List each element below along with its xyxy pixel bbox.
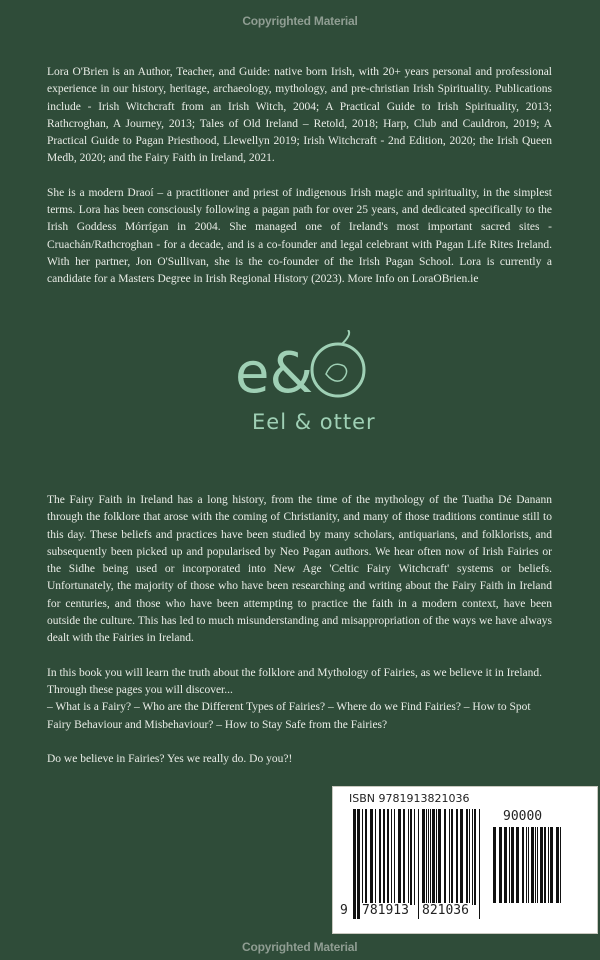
barcode-bar xyxy=(365,809,367,905)
barcode-digits-group1: 781913 xyxy=(362,903,409,918)
barcode-bar xyxy=(474,809,476,905)
barcode-bar xyxy=(438,809,441,905)
barcode-digit-first: 9 xyxy=(340,903,348,918)
barcode-bar xyxy=(531,827,534,903)
barcode-bar xyxy=(403,809,405,905)
barcode-bar xyxy=(528,827,529,903)
barcode-bar xyxy=(469,809,470,905)
barcode-bar xyxy=(509,827,510,903)
barcode-bar xyxy=(410,809,412,905)
book-blurb xyxy=(47,492,552,785)
barcode-bar xyxy=(391,809,392,905)
barcode-bar xyxy=(511,827,514,903)
barcode-bar xyxy=(456,809,458,905)
copyright-watermark-bottom: Copyrighted Material xyxy=(242,940,358,954)
barcode-bar xyxy=(362,809,363,905)
barcode-bar xyxy=(394,809,395,905)
barcode-bar xyxy=(560,827,561,903)
barcode-bar xyxy=(472,809,473,905)
barcode-bar xyxy=(499,827,502,903)
barcode-bar xyxy=(460,809,463,905)
publisher-logo-icon xyxy=(230,330,375,408)
barcode-bar xyxy=(436,809,437,905)
barcode-bar xyxy=(379,809,381,905)
barcode-bar xyxy=(353,809,356,919)
barcode-bar xyxy=(548,827,549,903)
isbn-barcode xyxy=(332,786,598,934)
author-bio-paragraph: Lora O'Brien is an Author, Teacher, and Guide: native born Irish, with 20+ years personal and professional experience in our history, heritage, archaeology, mythology, and pre-christian Irish Spirituality. Publications include - Irish Witchcraft from an Irish Witch, 2004; A Practical Guide to Irish Spirituality, 2013; Rathcroghan, A Journey, 2013; Tales of Old Ireland – Retold, 2018; Harp, Club and Cauldron, 2019; A Practical Guide to Pagan Priesthood, Llewellyn 2019; Irish Witchcraft - 2nd Edition, 2020; the Irish Queen Medb, 2020; and the Fairy Faith in Ireland, 2021. xyxy=(47,66,552,165)
barcode-bar xyxy=(408,809,409,905)
barcode-bar xyxy=(493,827,496,903)
barcode-bar xyxy=(357,809,360,919)
barcode-digits-group2: 821036 xyxy=(422,903,469,918)
blurb-intro: In this book you will learn the truth about the folklore and Mythology of Fairies, as we believe it in Ireland. Through these pages you will discover... xyxy=(47,666,543,696)
barcode-bar xyxy=(428,809,429,905)
barcode-bar xyxy=(449,809,450,905)
author-bio-paragraph: She is a modern Draoí – a practitioner and priest of indigenous Irish magic and spirituality, in the simplest terms. Lora has been consciously following a pagan path for over 25 years, and dedicated specifically to the Irish Goddess Mórrígan in 2004. She managed one of Ireland's most important sacred sites - Cruachán/Rathcroghan - for a decade, and is a co-founder and legal celebrant with Pagan Life Rites Ireland. With her partner, Jon O'Sullivan, she is the co-founder of the Irish Pagan School. Lora is currently a candidate for a Masters Degree in Irish Regional History (2023). More Info on LoraOBrien.ie xyxy=(47,186,552,286)
logo-mark: e& xyxy=(235,341,314,406)
barcode-bar xyxy=(418,809,419,919)
barcode-bar xyxy=(526,827,527,903)
barcode-bar xyxy=(479,809,480,919)
barcode-bar xyxy=(444,809,446,905)
barcode-bar xyxy=(537,827,538,903)
barcode-bar xyxy=(414,809,415,905)
barcode-bar xyxy=(426,809,427,905)
barcode-bars-addon xyxy=(493,827,563,917)
barcode-bar xyxy=(398,809,401,905)
blurb-paragraph: The Fairy Faith in Ireland has a long history, from the time of the mythology of the Tuatha Dé Danann through the folklore that arose with the coming of Christianity, and many of those traditions continue still to this day. These beliefs and practices have been studied by many scholars, antiquarians, and folklorists, and subsequently been picked up and popularised by Neo Pagan authors. We hear often now of Irish Fairies or the Sidhe being used or incorporated into New Age 'Celtic Fairy Witchcraft' systems or beliefs. Unfortunately, the majority of those who have been researching and writing about the Fairy Faith in Ireland for centuries, and those who have been attempting to practice the faith in a modern context, have been outside the culture. This has led to much misunderstanding and misappropriation of the ways we have always dealt with the Fairies in Ireland. xyxy=(47,494,552,645)
barcode-bar xyxy=(544,827,546,903)
barcode-bar xyxy=(432,809,435,905)
barcode-bar xyxy=(504,827,507,903)
blurb-questions: – What is a Fairy? – Who are the Different Types of Fairies? – Where do we Find Fairies? – How to Spot Fairy Behaviour and Misbehaviour? – How to Stay Safe from the Fairies? xyxy=(47,701,531,731)
barcode-bar xyxy=(387,809,389,905)
barcode-bar xyxy=(466,809,468,905)
publisher-name: Eel & otter xyxy=(252,410,376,434)
barcode-bar xyxy=(383,809,385,905)
isbn-label: ISBN 9781913821036 xyxy=(349,792,470,805)
barcode-bar xyxy=(540,827,543,903)
barcode-bar xyxy=(516,827,519,903)
barcode-bar xyxy=(550,827,553,903)
barcode-bar xyxy=(522,827,524,903)
barcode-bar xyxy=(535,827,536,903)
barcode-bar xyxy=(375,809,376,905)
barcode-bar xyxy=(422,809,425,905)
copyright-watermark-top: Copyrighted Material xyxy=(242,14,358,28)
barcode-bar xyxy=(451,809,453,905)
blurb-closing: Do we believe in Fairies? Yes we really do. Do you?! xyxy=(47,752,293,765)
barcode-bar xyxy=(556,827,559,903)
barcode-bar xyxy=(370,809,373,905)
barcode-bar xyxy=(430,809,431,905)
author-bio xyxy=(47,64,552,306)
barcode-addon-digits: 90000 xyxy=(503,809,543,824)
